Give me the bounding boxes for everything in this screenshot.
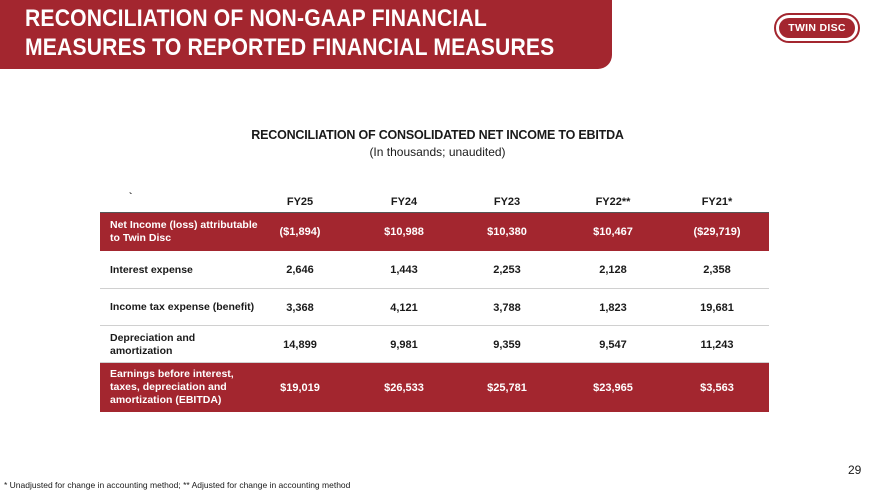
- row-label: Income tax expense (benefit): [110, 301, 255, 313]
- table-row: [100, 363, 769, 412]
- table-row: [100, 326, 769, 363]
- table-cell: 2,646: [286, 264, 314, 276]
- table-row: [100, 251, 769, 289]
- column-header-fy23: FY23: [493, 196, 521, 208]
- table-row: [100, 213, 769, 251]
- table-cell: $23,965: [593, 381, 633, 394]
- table-cell: 4,121: [390, 301, 418, 314]
- column-header-fy22: FY22**: [595, 196, 631, 208]
- table-title: RECONCILIATION OF CONSOLIDATED NET INCOME TO EBITDA: [251, 128, 624, 142]
- table-row: [100, 289, 769, 326]
- table-cell: 3,368: [286, 301, 314, 314]
- table-cell: 19,681: [700, 301, 734, 314]
- table-cell: $10,380: [487, 226, 527, 238]
- table-cell: $10,988: [384, 226, 424, 238]
- column-header-fy21: FY21*: [701, 196, 733, 208]
- table-cell: $19,019: [280, 381, 320, 394]
- column-header-fy24: FY24: [390, 196, 418, 208]
- table-cell: 2,128: [599, 264, 627, 276]
- table-cell: 2,253: [493, 264, 521, 276]
- page-title-line-1: RECONCILIATION OF NON-GAAP FINANCIAL: [25, 5, 487, 32]
- table-cell: 11,243: [700, 338, 734, 351]
- table-cell: $3,563: [700, 381, 734, 394]
- table-cell: 1,443: [390, 264, 418, 276]
- table-cell: 9,547: [599, 338, 627, 351]
- table-cell: $25,781: [487, 381, 527, 394]
- page-number: 29: [848, 463, 862, 477]
- footnote: * Unadjusted for change in accounting method; ** Adjusted for change in accounting method: [4, 480, 351, 490]
- table-cell: ($1,894): [279, 226, 321, 238]
- table-cell: 3,788: [493, 301, 521, 314]
- table-cell: 2,358: [703, 264, 731, 276]
- table-cell: $26,533: [384, 381, 424, 394]
- row-label: Earnings before interest, taxes, depreciation and amortization (EBITDA): [110, 368, 234, 406]
- twin-disc-logo: [774, 13, 860, 43]
- table-cell: 1,823: [599, 301, 627, 314]
- page-title: [25, 4, 555, 62]
- table-cell: 9,981: [390, 338, 418, 351]
- table-cell: 14,899: [283, 338, 317, 351]
- table-cell: ($29,719): [693, 226, 741, 238]
- row-label: Depreciation and amortization: [110, 331, 196, 357]
- row-label: Interest expense: [110, 263, 193, 276]
- logo-text: TWIN DISC: [779, 18, 855, 38]
- table-cell: 9,359: [493, 338, 521, 351]
- table-subtitle: (In thousands; unaudited): [369, 145, 506, 159]
- page-title-line-2: MEASURES TO REPORTED FINANCIAL MEASURES: [25, 34, 555, 61]
- row-label: Net Income (loss) attributable to Twin Disc: [110, 219, 258, 244]
- title-banner: [0, 0, 612, 69]
- table-cell: $10,467: [593, 226, 633, 238]
- column-header-fy25: FY25: [286, 196, 314, 208]
- corner-mark: `: [129, 192, 133, 203]
